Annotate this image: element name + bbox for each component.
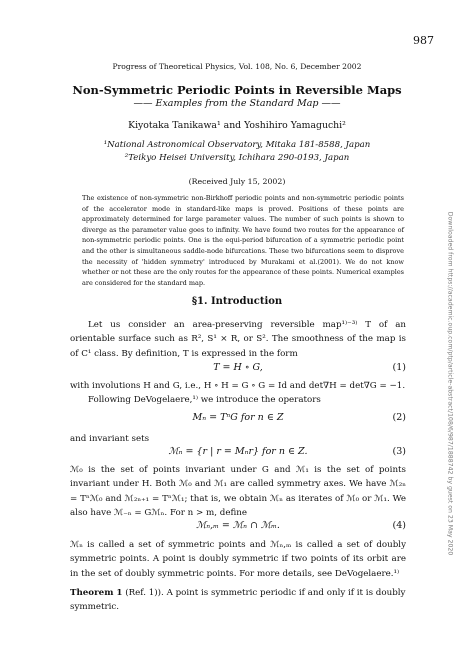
paragraph-symmetry-axes: ℳ₀ is the set of points invariant under G and ℳ₁ is the set of points invariant under H. Both ℳ₀ and ℳ₁ are called symmetry axes. We have ℳ₂ₙ = Tⁿℳ₀ and ℳ₂ₙ₊₁ = Tⁿℳ₁; that is, we obtain ℳₙ as iterates of ℳ₀ or ℳ₁. We also have ℳ₋ₙ = Gℳₙ. For n > m, define	[70, 465, 406, 518]
equation-expression: Mₙ = TⁿG for n ∈ Z	[192, 412, 284, 423]
journal-line: Progress of Theoretical Physics, Vol. 108, No. 6, December 2002	[112, 62, 362, 71]
paragraph-involutions: with involutions H and G, i.e., H ∘ H = G ∘ G = Id and det∇H = det∇G = −1.	[70, 381, 406, 391]
theorem-1	[70, 586, 406, 615]
affiliation-2: ²Teikyo Heisei University, Ichihara 290-0193, Japan	[124, 153, 350, 163]
page-number: 987	[413, 34, 434, 47]
equation-number: (2)	[392, 412, 406, 423]
section-heading: §1. Introduction	[191, 296, 283, 307]
theorem-text: A point is symmetric periodic if and only if it is doubly symmetric.	[70, 588, 406, 613]
equation-expression: ℳₙ = {r | r = Mₙr} for n ∈ Z.	[168, 446, 308, 457]
paragraph-invariant-sets: and invariant sets	[70, 434, 150, 444]
abstract: The existence of non-symmetric non-Birkhoff periodic points and non-symmetric periodic points of the accelerator mode in standard-like maps is proved. Positions of these points are approximately determined for large parameter values. The number of such points is shown to diverge as the parameter value goes to infinity. We have found two routes for the appearance of non-symmetric periodic points. One is the equi-period bifurcation of a symmetric periodic point and the other is simultaneous saddle-node bifurcations. These two bifurcations seem to disprove the necessity of 'hidden symmetry' introduced by Murakami et al.(2001). We do not know whether or not these are the only routes for the appearance of these points. Numerical examples are considered for the standard map.	[82, 194, 404, 287]
equation-number: (4)	[392, 520, 406, 531]
equation-number: (3)	[392, 446, 406, 457]
paper-title: Non-Symmetric Periodic Points in Reversible Maps	[72, 83, 402, 97]
equation-expression: ℳₙ,ₘ = ℳₙ ∩ ℳₘ.	[196, 520, 280, 531]
download-notice: Downloaded from https://academic.oup.com/ptp/article-abstract/108/6/987/1888742 by guest on 23 May 2020	[446, 211, 454, 556]
equation-number: (1)	[392, 362, 406, 373]
paragraph-symmetric-points: ℳₙ is called a set of symmetric points and ℳₙ,ₘ is called a set of doubly symmetric points. A point is doubly symmetric if two points of its orbit are in the set of doubly symmetric points. For more details, see DeVogelaere.¹⁾	[70, 540, 406, 579]
equation-expression: T = H ∘ G,	[213, 362, 263, 373]
equation-4	[70, 520, 406, 534]
paragraph-intro: Let us consider an area-preserving reversible map¹⁾⁻³⁾ T of an orientable surface such as R², S¹ × R, or S². The smoothness of the map is of C¹ class. By definition, T is expressed in the form	[70, 320, 406, 359]
received-date: (Received July 15, 2002)	[188, 177, 286, 186]
theorem-ref: (Ref. 1)).	[125, 588, 164, 598]
affiliation-1: ¹National Astronomical Observatory, Mitaka 181-8588, Japan	[103, 140, 371, 150]
paragraph-operators: Following DeVogelaere,¹⁾ we introduce the operators	[88, 395, 321, 405]
authors: Kiyotaka Tanikawa¹ and Yoshihiro Yamaguchi²	[128, 120, 346, 131]
equation-1	[70, 362, 406, 376]
paper-subtitle: —— Examples from the Standard Map ——	[133, 98, 341, 109]
equation-2	[70, 412, 406, 426]
download-watermark	[445, 170, 455, 600]
equation-3	[70, 446, 406, 460]
theorem-label: Theorem 1	[70, 588, 123, 598]
